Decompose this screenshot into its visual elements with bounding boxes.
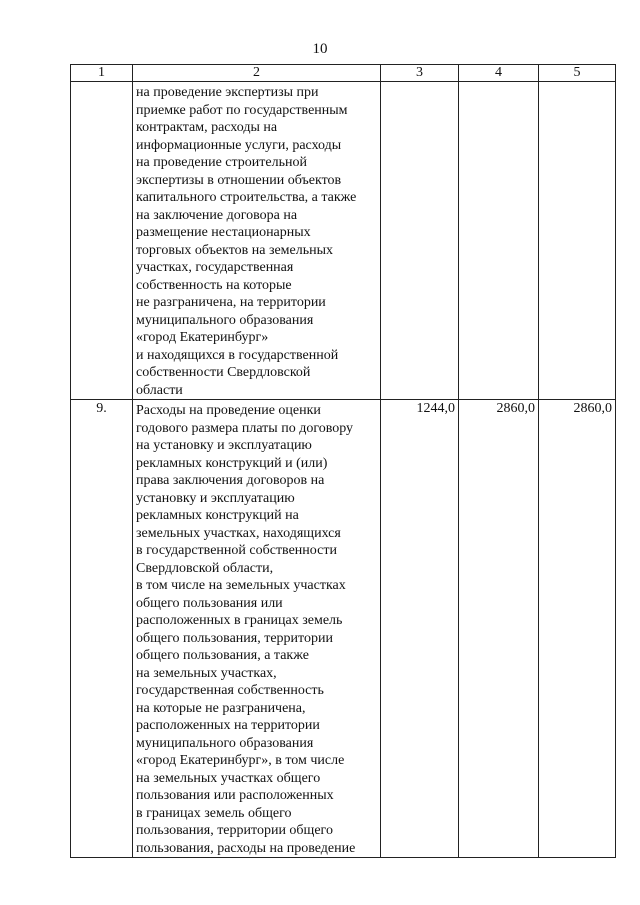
description-line: на заключение договора на [136, 207, 298, 223]
description-line: пользования, территории общего [136, 823, 333, 838]
value-cell-col3 [381, 82, 459, 400]
description-line: расположенных в границах земель [136, 613, 343, 628]
description-line: на земельных участках общего [136, 770, 321, 786]
description-line: информационные услуги, расходы [136, 137, 342, 153]
description-line: Расходы на проведение оценки [136, 403, 321, 418]
row-description-cell [133, 400, 381, 858]
description-line: муниципального образования [136, 735, 314, 751]
description-line: рекламных конструкций и (или) [136, 455, 328, 471]
row-description-cell [133, 82, 381, 400]
description-line: собственности Свердловской [136, 365, 311, 380]
value-cell-col5 [539, 82, 616, 400]
description-line: пользования, расходы на проведение [136, 840, 356, 856]
description-line: области [136, 382, 183, 398]
description-line: расположенных на территории [136, 718, 320, 733]
column-header-1: 1 [71, 65, 133, 82]
description-line: общего пользования, а также [136, 648, 309, 663]
row-number-cell [71, 82, 133, 400]
value-cell-col4 [459, 82, 539, 400]
description-line: размещение нестационарных [136, 225, 311, 240]
description-line: приемке работ по государственным [136, 102, 348, 118]
description-line: земельных участках, находящихся [136, 525, 341, 541]
description-line: в границах земель общего [136, 805, 292, 821]
description-line: «город Екатеринбург» [136, 330, 269, 345]
row-number-cell: 9. [71, 400, 133, 858]
table-row-continuation [71, 82, 616, 400]
column-header-2: 2 [133, 65, 381, 82]
description-line: установку и эксплуатацию [136, 490, 295, 506]
column-header-3: 3 [381, 65, 459, 82]
description-line: права заключения договоров на [136, 473, 325, 488]
description-line: на проведение строительной [136, 155, 307, 170]
description-line: государственная собственность [136, 683, 324, 698]
description-line: пользования или расположенных [136, 788, 334, 803]
description-line: муниципального образования [136, 312, 314, 328]
description-line: контрактам, расходы на [136, 120, 278, 135]
value-cell-col3: 1244,0 [381, 400, 459, 858]
page-number: 10 [312, 41, 328, 57]
description-line: на земельных участках, [136, 665, 277, 681]
description-line: на установку и эксплуатацию [136, 438, 312, 453]
column-header-4: 4 [459, 65, 539, 82]
description-line: экспертизы в отношении объектов [136, 172, 342, 188]
description-line: «город Екатеринбург», в том числе [136, 753, 345, 768]
value-cell-col5: 2860,0 [539, 400, 616, 858]
description-line: общего пользования или [136, 595, 283, 611]
description-line: не разграничена, на территории [136, 295, 326, 310]
table-row-9 [71, 400, 616, 858]
description-line: участках, государственная [136, 260, 294, 275]
column-header-5: 5 [539, 65, 616, 82]
description-line: рекламных конструкций на [136, 508, 299, 523]
description-line: в том числе на земельных участках [136, 578, 346, 593]
description-line: собственность на которые [136, 277, 292, 293]
description-line: общего пользования, территории [136, 630, 333, 646]
budget-table [70, 64, 616, 858]
description-line: торговых объектов на земельных [136, 242, 334, 258]
description-line: капитального строительства, а также [136, 190, 357, 205]
description-line: в государственной собственности [136, 543, 337, 558]
description-line: и находящихся в государственной [136, 347, 339, 363]
description-line: Свердловской области, [136, 560, 274, 576]
description-line: годового размера платы по договору [136, 420, 354, 436]
value-cell-col4: 2860,0 [459, 400, 539, 858]
table-header-row [71, 65, 616, 82]
description-line: на проведение экспертизы при [136, 85, 319, 100]
description-line: на которые не разграничена, [136, 700, 306, 716]
